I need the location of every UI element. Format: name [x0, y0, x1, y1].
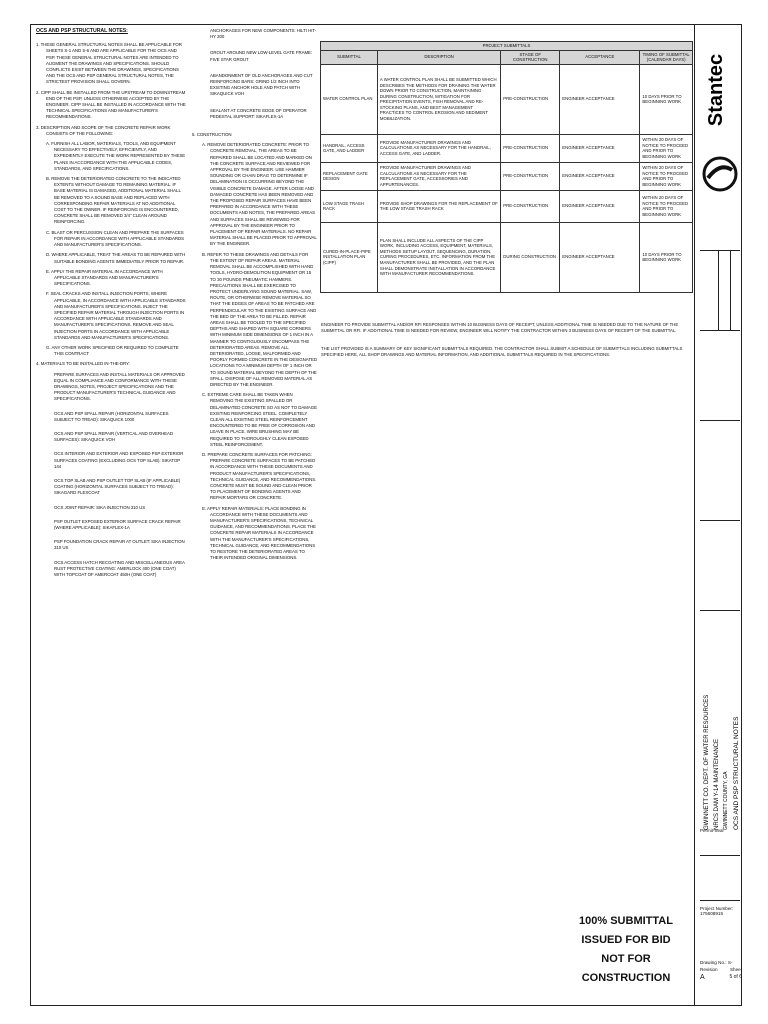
note-3e: E. APPLY THE REPAIR MATERIAL IN ACCORDANCE WITH APPLICABLE STANDARDS AND MANUFACTURER'S SPECIFICATIONS.	[46, 268, 163, 287]
material-4: OCS TOP SLAB AND PSP OUTLET TOP SLAB (IF APPLICABLE) COATING (HORIZONTAL SURFACES SUBJECT TO TREAD): SIKAGARD FLEXCOAT	[54, 477, 181, 496]
table-header-row	[321, 50, 693, 64]
note-2: 2. CIPP SHALL BE INSTALLED FROM THE UPSTREAM TO DOWNSTREAM END OF THE PSP, UNLESS OTHERWISE ACCEPTED BY THE ENGINEER. CIPP SHALL BE INSTALLED IN ACCORDANCE WITH THE TECHNICAL SPECIFICATIONS AND MANUFACTURER'S RECOMMENDATIONS.	[36, 89, 186, 120]
note-3b: B. REMOVE THE DETERIORATED CONCRETE TO THE INDICATED EXTENTS WITHOUT DAMAGE TO REMAINING MATERIAL. IF BASE MATERIAL IS DAMAGED, ADDITIONAL MATERIAL SHALL BE REMOVED TO A SOUND BASE AND REPLACED WITH CORRESPONDING REPAIR MATERIALS AT NO ADDITIONAL COST TO THE OWNER. IF REINFORCING IS ENCOUNTERED, CONCRETE SHALL BE REMOVED 3/4" CLEAN AROUND REINFORCING.	[46, 176, 181, 225]
table-cell: PRE-CONSTRUCTION	[501, 190, 560, 222]
material-2: OCS AND PSP SPALL REPAIR (VERTICAL AND OVERHEAD SURFACES): SIKAQUICK VOH	[54, 430, 173, 443]
table-cell: REPLACEMENT GATE DESIGN	[321, 162, 378, 190]
table-cell: PLAN SHALL INCLUDE ALL ASPECTS OF THE CIPP WORK, INCLUDING ACCESS, EQUIPMENT, MATERIALS, METHODS SETUP LAYOUT, SEQUENCING, DURATION, CURING PROCEDURES, ETC. INFORMATION FROM THE MANUFACTURER SHALL BE PROVIDED, AND THE PLAN SHALL DEMONSTRATE INSTALLATION IN ACCORDANCE WITH MANUFACTURER RECOMMENDATIONS.	[377, 222, 500, 292]
table-cell: ENGINEER ACCEPTANCE	[560, 162, 640, 190]
table-note-2: THE LIST PROVIDED IS A SUMMARY OF KEY SIGNIFICANT SUBMITTALS REQUIRED. THE CONTRACTOR SHALL SUBMIT A SCHEDULE OF SUBMITTALS INCLUDING SUBMITTALS SPECIFIED HERE, ALL SHOP DRAWINGS AND MATERIAL INFORMATION, AND ADDITIONAL SUBMITTALS REQUIRED IN THE SPECIFICATIONS.	[321, 346, 683, 357]
sheet-title: OCS AND PSP STRUCTURAL NOTES	[733, 716, 740, 830]
material-8: OCS ACCESS HATCH RECOATING AND MISCELLANEOUS AREA RUST PROTECTIVE COATING: AMERLOCK 400 (ONE COAT) WITH TOPCOAT OF AMERCOAT 450H (ONE COAT)	[54, 559, 185, 578]
table-title-row	[321, 42, 693, 51]
table-row	[321, 134, 693, 162]
revision-value: A	[700, 974, 705, 981]
note-5a: A. REMOVE DETERIORATED CONCRETE: PRIOR TO CONCRETE REMOVAL, THE AREAS TO BE REPAIRED SHALL BE LOCATED AND MARKED ON THE CONCRETE SURFACE AND REVIEWED FOR APPROVAL BY THE ENGINEER. USE HAMMER SOUNDING OR CHAIN DRAG TO DETERMINE IF DELAMINATION IS OCCURRING BEYOND THE VISIBLE CONCRETE DAMAGE. AFTER LOOSE AND DAMAGED CONCRETE HAS BEEN REMOVED AND THE PROPOSED REPAIR SURFACES HAVE BEEN PREPARED IN ACCORDANCE WITH THESE DOCUMENTS AND NOTES, THE PREPARED AREAS AND SURFACES SHALL BE REVIEWED FOR APPROVAL BY THE ENGINEER PRIOR TO PLACEMENT OF REPAIR MATERIALS. NO REPAIR MATERIAL SHALL BE PLACED PRIOR TO APPROVAL BY THE ENGINEER.	[202, 142, 317, 247]
material-6: PSP OUTLET EXPOSED EXTERIOR SURFACE CRACK REPAIR (WHERE APPLICABLE): SIKAFLEX-1A	[54, 518, 181, 530]
notes-column-2	[192, 28, 317, 565]
project-location: GWINNETT COUNTY, GA	[723, 771, 729, 830]
permit-seal-label: Permit-Seal	[700, 828, 724, 833]
sheet-value: 5 of 6	[729, 974, 742, 980]
material-3: OCS INTERIOR AND EXTERIOR AND EXPOSED PSP EXTERIOR SURFACES COATING (EXCLUDING OCS TOP SLAB): SIKATOP 144	[54, 451, 184, 469]
drawing-number-box	[700, 960, 742, 981]
material-10: GROUT AROUND NEW LOW-LEVEL GATE FRAME: FIVE STAR GROUT	[210, 50, 313, 62]
table-cell: ENGINEER ACCEPTANCE	[560, 222, 640, 292]
drawing-no-label: Drawing No.:	[700, 960, 727, 965]
table-cell: WITHIN 20 DAYS OF NOTICE TO PROCEED AND PRIOR TO BEGINNING WORK	[640, 162, 693, 190]
stamp-line-1: 100% SUBMITTAL	[579, 915, 673, 927]
logo-text: Stantec	[705, 53, 727, 127]
table-cell: ENGINEER ACCEPTANCE	[560, 190, 640, 222]
project-title-block	[700, 620, 745, 840]
table-cell: A WATER CONTROL PLAN SHALL BE SUBMITTED WHICH DESCRIBES THE METHODS FOR DRAINING THE WATER DOWN PRIOR TO CONSTRUCTION, MAINTAINING DURING CONSTRUCTION, MITIGATION FOR PRECIPITATION EVENTS, FISH REMOVAL AND RE-STOCKING PLANS, AND BEST MANAGEMENT PRACTICES TO CONTROL EROSION AND SEDIMENT MOBILIZATION.	[377, 64, 500, 134]
table-cell: 10 DAYS PRIOR TO BEGINNING WORK	[640, 222, 693, 292]
note-5b: B. REFER TO THESE DRAWINGS AND DETAILS FOR THE EXTENT OF REPAIR AREAS. MATERIAL REMOVAL SHALL BE ACCOMPLISHED WITH HAND TOOLS, HYDRO-DEMOLITION EQUIPMENT OR 15 TO 30 POUNDS PNEUMATIC HAMMERS. PRECAUTIONS SHALL BE EXERCISED TO PROTECT UNDERLYING SOUND MATERIAL. SAW, ROUTE, OR OTHERWISE REMOVE MATERIAL SO THAT THE EDGES OF AREAS TO BE PATCHED ARE PERPENDICULAR TO THE EXISTING SURFACE AND THE BED OF THE AREA TO BE FILLED. REPAIR AREAS SHALL BE TOOLED TO THE SPECIFIED DEPTHS AND SHAPED WITH SQUARE CORNERS WITH MINIMUM SIDE DIMENSIONS OF 1 INCH IN A MANNER TO CONTIGUOUSLY ENCOMPASS THE DETERIORATED AREAS. REMOVE ALL DETERIORATED, LOOSE, MALFORMED AND POORLY FORMED CONCRETE IN THE DESIGNATED LOCATIONS TO A MINIMUM DEPTH OF 1 INCH OR TO SOUND MATERIAL BEYOND THE DEPTH OF THE SPALL. DISPOSE OF ALL REMOVED MATERIAL AS DIRECTED BY THE ENGINEER.	[202, 251, 317, 387]
note-3c: C. BLAST OR PERCUSSION CLEAN AND PREPARE THE SURFACES FOR REPAIR IN ACCORDANCE WITH APPLICABLE STANDARDS AND MANUFACTURER'S SPECIFICATIONS.	[46, 229, 185, 248]
column-header: STAGE OF CONSTRUCTION	[501, 50, 560, 64]
table-cell: PRE-CONSTRUCTION	[501, 162, 560, 190]
table-cell: PROVIDE MANUFACTURER DRAWINGS AND CALCULATIONS AS NECESSARY FOR THE REPLACEMENT GATE, ACCESSORIES AND APPURTENANCES.	[377, 162, 500, 190]
table-cell: WITHIN 20 DAYS OF NOTICE TO PROCEED AND PRIOR TO BEGINNING WORK	[640, 134, 693, 162]
table-row	[321, 162, 693, 190]
project-name: NRCS DAM Y-14 MAINTENANCE	[714, 738, 720, 830]
material-7: PSP FOUNDATION CRACK REPAIR AT OUTLET: SIKA INJECTION 310 US	[54, 539, 185, 551]
note-5c: C. EXTREME CARE SHALL BE TAKEN WHEN REMOVING THE EXISTING SPALLED OR DELAMINATED CONCRETE SO AS NOT TO DAMAGE EXISTING REINFORCING STEEL. COMPLETELY CLEAN ALL EXISTING STEEL REINFORCEMENT ENCOUNTERED TO BE FREE OF CORROSION AND LEAVE IN PLACE. WIRE BRUSHING MAY BE REQUIRED TO THOROUGHLY CLEAN EXPOSED STEEL REINFORCEMENT.	[202, 392, 317, 447]
table-title: PROJECT SUBMITTALS	[321, 42, 693, 51]
note-1: 1. THESE GENERAL STRUCTURAL NOTES SHALL BE APPLICABLE FOR SHEETS S-1 AND S-6 AND ARE APPLICABLE FOR THE OCS AND PSP. THESE GENERAL STRUCTURAL NOTES ARE INTENDED TO AUGMENT THE DRAWINGS AND SPECIFICATIONS. SHOULD CONFLICTS EXIST BETWEEN THE DRAWINGS, SPECIFICATIONS AND THE OCS AND PSP GENERAL STRUCTURAL NOTES, THE STRICTEST PROVISION SHALL GOVERN.	[36, 42, 182, 85]
table-row	[321, 190, 693, 222]
project-number: 175608915	[700, 911, 723, 916]
table-cell: LOW STAGE TRASH RACK	[321, 190, 378, 222]
stantec-logo	[702, 20, 742, 160]
material-9: ANCHORAGES FOR NEW COMPONENTS: HILTI HIT-HY 200	[210, 28, 317, 40]
revision-label: Revision	[700, 967, 718, 972]
table-cell: DURING CONSTRUCTION	[501, 222, 560, 292]
project-submittals-table	[320, 41, 693, 293]
note-3d: D. WHERE APPLICABLE, TREAT THE AREAS TO BE REPAIRED WITH SUITABLE BONDING AGENTS IMMEDIATELY PRIOR TO REPAIR.	[46, 252, 186, 264]
table-cell: PRE-CONSTRUCTION	[501, 64, 560, 134]
note-5: 5. CONSTRUCTION	[192, 132, 232, 138]
column-header: ACCEPTANCE	[560, 50, 640, 64]
column-header: DESCRIPTION	[377, 50, 500, 64]
note-5e: E. APPLY REPAIR MATERIALS: PLACE BONDING IN ACCORDANCE WITH THESE DOCUMENTS AND MANUFACTURER'S SPECIFICATIONS, TECHNICAL GUIDANCE, AND RECOMMENDATIONS. PLACE THE CONCRETE REPAIR MATERIALS IN ACCORDANCE WITH THE MANUFACTURER'S SPECIFICATIONS, TECHNICAL GUIDANCE, AND RECOMMENDATIONS TO RESTORE THE DETERIORATED AREAS TO THEIR INTENDED ORIGINAL DIMENSIONS.	[202, 505, 316, 561]
notes-column-1	[36, 28, 186, 582]
column-header: TIMING OF SUBMITTAL (CALENDAR DAYS)	[640, 50, 693, 64]
note-3: 3. DESCRIPTION AND SCOPE OF THE CONCRETE REPAIR WORK CONSISTS OF THE FOLLOWING:	[36, 124, 171, 136]
note-4-text: PREPARE SURFACES AND INSTALL MATERIALS OR APPROVED EQUAL IN COMPLIANCE AND CONFORMANCE WITH THESE DRAWINGS, NOTES, PROJECT SPECIFICATIONS AND THE PRODUCT MANUFACTURER'S TECHNICAL GUIDANCE AND SPECIFICATIONS.	[54, 371, 185, 402]
table-note-1: ENGINEER TO PROVIDE SUBMITTAL AND/OR RFI RESPONSES WITHIN 10 BUSINESS DAYS OF RECEIPT, UNLESS ADDITIONAL TIME IS NEEDED DUE TO THE NATURE OF THE SUBMITTAL OR RFI. IF ADDITIONAL TIME IS NEEDED FOR REVIEW, ENGINEER WILL NOTIFY THE CONTRACTOR WITHIN 3 BUSINESS DAYS OF RECEIPT OF THE SUBMITTAL.	[321, 322, 679, 333]
table-cell: WATER CONTROL PLAN	[321, 64, 378, 134]
table-cell: 10 DAYS PRIOR TO BEGINNING WORK	[640, 64, 693, 134]
note-4: 4. MATERIALS TO BE INSTALLED IN-THE-DRY:	[36, 361, 130, 367]
table-cell: PROVIDE SHOP DRAWINGS FOR THE REPLACEMENT OF THE LOW STAGE TRASH RACK	[377, 190, 500, 222]
stantec-mark-icon	[700, 148, 740, 200]
sheet-label: Sheet	[729, 967, 742, 972]
material-1: OCS AND PSP SPALL REPAIR (HORIZONTAL SURFACES SUBJECT TO TREAD): SIKAQUICK 1000	[54, 410, 169, 422]
notes-title: OCS AND PSP STRUCTURAL NOTES:	[36, 28, 128, 34]
submittal-stamp	[560, 912, 692, 988]
table-cell: WITHIN 20 DAYS OF NOTICE TO PROCEED AND PRIOR TO BEGINNING WORK	[640, 190, 693, 222]
note-3a: A. FURNISH ALL LABOR, MATERIALS, TOOLS, AND EQUIPMENT NECESSARY TO EFFECTIVELY, EFFICIENTLY, AND EXPEDIENTLY EXECUTE THE WORK REPRESENTED BY THESE PLANS IN ACCORDANCE WITH THE APPLICABLE CODES, STANDARDS, AND SPECIFICATIONS.	[46, 141, 186, 171]
column-header: SUBMITTAL	[321, 50, 378, 64]
note-3g: G. ANY OTHER WORK SPECIFIED OR REQUIRED TO COMPLETE THIS CONTRACT	[46, 344, 179, 357]
table-cell: ENGINEER ACCEPTANCE	[560, 134, 640, 162]
drawing-no: S-	[727, 960, 733, 965]
stamp-line-3: NOT FOR CONSTRUCTION	[581, 953, 671, 984]
stamp-line-2: ISSUED FOR BID	[581, 934, 671, 946]
material-5: OCS JOINT REPAIR: SIKA INJECTION 310 US	[54, 504, 146, 510]
table-cell: CURED-IN-PLACE-PIPE INSTALLATION PLAN (CIPP)	[321, 222, 378, 292]
material-12: SEALANT AT CONCRETE EDGE OF OPERATOR PEDESTAL SUPPORT: SIKAFLEX-1A	[210, 107, 307, 119]
table-cell: ENGINEER ACCEPTANCE	[560, 64, 640, 134]
table-row	[321, 222, 693, 292]
project-number-box	[700, 906, 742, 916]
note-3f: F. SEAL CRACKS AND INSTALL INJECTION PORTS, WHERE APPLICABLE, IN ACCORDANCE WITH APPLICABLE STANDARDS AND MANUFACTURER'S SPECIFICATIONS. INJECT THE SPECIFIED REPAIR MATERIAL THROUGH INJECTION PORTS IN ACCORDANCE WITH APPLICABLE STANDARDS AND MANUFACTURER'S SPECIFICATIONS. REMOVE AND SEAL INJECTION PORTS IN ACCORDANCE WITH APPLICABLE STANDARDS AND MANUFACTURER'S SPECIFICATIONS.	[46, 291, 186, 340]
client-name: GWINNETT CO. DEPT. OF WATER RESOURCES	[704, 694, 710, 830]
note-5d: D. PREPARE CONCRETE SURFACES FOR PATCHING: PREPARE CONCRETE SURFACES TO BE PATCHED IN ACCORDANCE WITH THESE DOCUMENTS AND PRODUCT MANUFACTURER'S SPECIFICATIONS, TECHNICAL GUIDANCE, AND RECOMMENDATIONS. CONCRETE MUST BE SOUND AND CLEAN PRIOR TO PLACEMENT OF BONDING AGENTS AND REPAIR MORTARS OR CONCRETE.	[202, 451, 317, 501]
table-cell: PRE-CONSTRUCTION	[501, 134, 560, 162]
material-11: ABANDONMENT OF OLD ANCHORAGES AND CUT REINFORCING BARS: GRIND 1/2 INCH INTO EXISTING ANCHOR HOLE AND PATCH WITH SIKAQUICK VOH	[210, 72, 313, 97]
project-number-label: Project Number:	[700, 906, 734, 911]
table-cell: HANDRAIL, ACCESS GATE, AND LADDER	[321, 134, 378, 162]
table-cell: PROVIDE MANUFACTURER DRAWINGS AND CALCULATIONS AS NECESSARY FOR THE HANDRAIL, ACCESS GATE, AND LADDER.	[377, 134, 500, 162]
table-row	[321, 64, 693, 134]
